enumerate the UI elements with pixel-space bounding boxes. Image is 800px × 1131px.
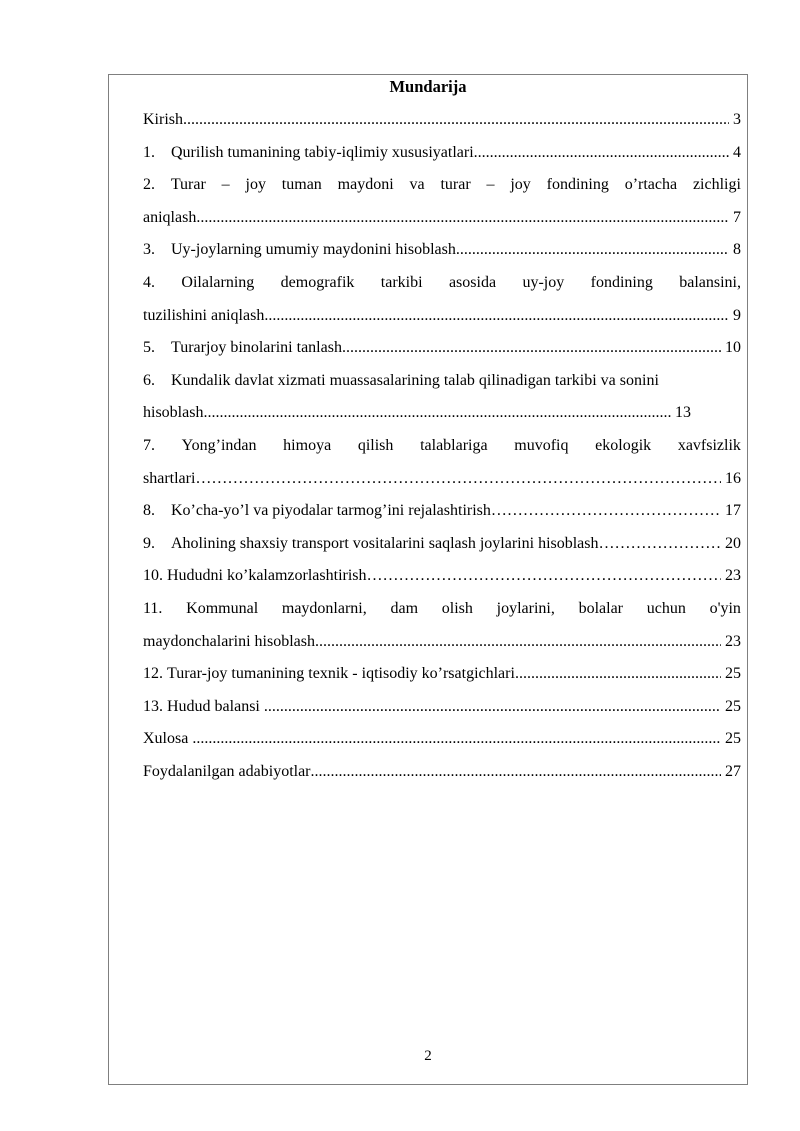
toc-page-number: 9 xyxy=(733,306,741,324)
toc-entry-7-line1[interactable] xyxy=(143,434,741,467)
toc-word: uchun xyxy=(646,599,686,617)
toc-entry-text: Turarjoy binolarini tanlash xyxy=(171,339,342,357)
toc-entry-text: Kundalik davlat xizmati muassasalarining talab qilinadigan tarkibi va sonini xyxy=(171,371,659,389)
dot-leader xyxy=(264,304,729,337)
toc-word: Kommunal xyxy=(186,599,259,617)
dot-leader xyxy=(474,141,729,174)
toc-entry-text: Qurilish tumanining tabiy-iqlimiy xususiyatlari xyxy=(171,143,474,161)
toc-entry-text: shartlari xyxy=(143,469,196,487)
toc-page-number: 23 xyxy=(725,567,741,585)
toc-word: fondining xyxy=(590,273,653,291)
toc-word: dam xyxy=(390,599,419,617)
toc-word: o'yin xyxy=(709,599,741,617)
toc-word: bolalar xyxy=(578,599,623,617)
toc-word: zichligi xyxy=(692,176,741,194)
toc-word: maydonlarni, xyxy=(281,599,367,617)
toc-entry-text: Xulosa xyxy=(143,730,193,748)
toc-word: xavfsizlik xyxy=(677,436,741,454)
toc-word: Turar xyxy=(170,176,206,194)
dot-leader xyxy=(315,630,721,663)
toc-entry-2-line2[interactable] xyxy=(143,206,741,239)
toc-entry-11-line1[interactable] xyxy=(143,597,741,630)
toc-entry-number: 7. xyxy=(143,436,155,454)
toc-entry-number: 4. xyxy=(143,273,155,291)
table-of-contents xyxy=(143,108,741,792)
toc-title: Mundarija xyxy=(389,77,467,96)
toc-word: joy xyxy=(510,176,531,194)
toc-word: Yong’indan xyxy=(181,436,257,454)
toc-word: fondining xyxy=(546,176,609,194)
toc-word: himoya xyxy=(283,436,332,454)
toc-word: – xyxy=(486,176,495,194)
toc-entry-2-line1[interactable] xyxy=(143,173,741,206)
toc-entry-4-line1[interactable] xyxy=(143,271,741,304)
toc-entry-text: Foydalanilgan adabiyotlar xyxy=(143,762,311,780)
toc-entry-13[interactable] xyxy=(143,695,741,728)
toc-page-number: 25 xyxy=(725,665,741,683)
toc-entry-1[interactable] xyxy=(143,141,741,174)
toc-entry-number: 2. xyxy=(143,176,155,194)
toc-entry-9[interactable] xyxy=(143,532,741,565)
toc-page-number: 3 xyxy=(733,111,741,128)
toc-entry-text: Aholining shaxsiy transport vositalarini saqlash joylarini hisoblash xyxy=(171,534,599,552)
toc-page-number: 27 xyxy=(725,762,741,780)
toc-entry-number: 1. xyxy=(143,143,155,161)
toc-word: turar xyxy=(440,176,471,194)
toc-word: Oilalarning xyxy=(181,273,255,291)
toc-word: ekologik xyxy=(595,436,652,454)
toc-word: olish xyxy=(441,599,473,617)
toc-entry-5[interactable] xyxy=(143,336,741,369)
toc-word: va xyxy=(409,176,425,194)
dot-leader xyxy=(342,336,721,369)
toc-word: tuman xyxy=(281,176,322,194)
toc-entry-number: 6. xyxy=(143,371,155,389)
toc-entry-6-line2[interactable] xyxy=(143,401,691,434)
dot-leader xyxy=(203,401,671,434)
toc-word: demografik xyxy=(280,273,355,291)
toc-word: uy-joy xyxy=(522,273,565,291)
toc-entry-text: Turar-joy tumanining texnik - iqtisodiy ko’rsatgichlari xyxy=(167,665,515,683)
toc-page-number: 10 xyxy=(725,339,741,357)
toc-entry-text: Hududni ko’kalamzorlashtirish xyxy=(167,567,367,585)
toc-entry-text: Kirish xyxy=(143,111,183,128)
toc-entry-number: 12. xyxy=(143,665,163,683)
toc-entry-7-line2[interactable] xyxy=(143,467,741,500)
toc-entry-text: hisoblash xyxy=(143,404,204,422)
toc-word: tarkibi xyxy=(380,273,423,291)
toc-entry-text: aniqlash xyxy=(143,208,197,226)
toc-entry-text: maydonchalarini hisoblash xyxy=(143,632,315,650)
toc-word: joylarini, xyxy=(496,599,555,617)
toc-word: asosida xyxy=(448,273,497,291)
toc-entry-text: tuzilishini aniqlash xyxy=(143,306,265,324)
toc-entry-11-line2[interactable] xyxy=(143,630,741,663)
toc-entry-number: 3. xyxy=(143,241,155,259)
toc-entry-number: 5. xyxy=(143,339,155,357)
toc-entry-number: 10. xyxy=(143,567,163,585)
dot-leader xyxy=(196,206,729,239)
dot-leader xyxy=(192,727,721,760)
toc-entry-8[interactable] xyxy=(143,499,741,532)
toc-entry-adabiyotlar[interactable] xyxy=(143,760,741,793)
toc-word: – xyxy=(221,176,230,194)
toc-entry-kirish[interactable] xyxy=(143,108,741,141)
toc-page-number: 16 xyxy=(725,469,741,487)
dot-leader xyxy=(183,108,729,141)
toc-word: balansini, xyxy=(679,273,741,291)
toc-entry-12[interactable] xyxy=(143,662,741,695)
toc-page-number: 25 xyxy=(725,697,741,715)
toc-page-number: 23 xyxy=(725,632,741,650)
dot-leader xyxy=(599,532,721,565)
page-number: 2 xyxy=(424,1048,432,1064)
toc-word: muvofiq xyxy=(514,436,569,454)
toc-page-number: 20 xyxy=(725,534,741,552)
dot-leader xyxy=(311,760,721,793)
toc-entry-10[interactable] xyxy=(143,564,741,597)
toc-word: maydoni xyxy=(337,176,394,194)
dot-leader xyxy=(491,499,721,532)
toc-entry-text: Hudud balansi xyxy=(167,697,264,715)
toc-word: talablariga xyxy=(420,436,488,454)
dot-leader xyxy=(456,238,729,271)
toc-entry-xulosa[interactable] xyxy=(143,727,741,760)
toc-entry-number: 9. xyxy=(143,534,155,552)
toc-entry-4-line2[interactable] xyxy=(143,304,741,337)
toc-entry-6-line1[interactable] xyxy=(143,369,741,402)
toc-word: joy xyxy=(245,176,266,194)
toc-entry-3[interactable] xyxy=(143,238,741,271)
dot-leader xyxy=(195,467,721,500)
dot-leader xyxy=(264,695,721,728)
toc-word: o’rtacha xyxy=(624,176,678,194)
toc-page-number: 7 xyxy=(733,208,741,226)
toc-entry-number: 11. xyxy=(143,599,163,617)
toc-entry-number: 8. xyxy=(143,502,155,520)
toc-page-number: 4 xyxy=(733,143,741,161)
toc-page-number: 25 xyxy=(725,730,741,748)
toc-entry-number: 13. xyxy=(143,697,163,715)
toc-entry-text: Uy-joylarning umumiy maydonini hisoblash xyxy=(171,241,456,259)
toc-entry-text: Ko’cha-yo’l va piyodalar tarmog’ini rejalashtirish xyxy=(171,502,491,520)
toc-page-number: 13 xyxy=(675,404,691,422)
dot-leader xyxy=(367,564,721,597)
toc-page-number: 8 xyxy=(733,241,741,259)
dot-leader xyxy=(515,662,721,695)
toc-page-number: 17 xyxy=(725,502,741,520)
toc-word: qilish xyxy=(357,436,394,454)
